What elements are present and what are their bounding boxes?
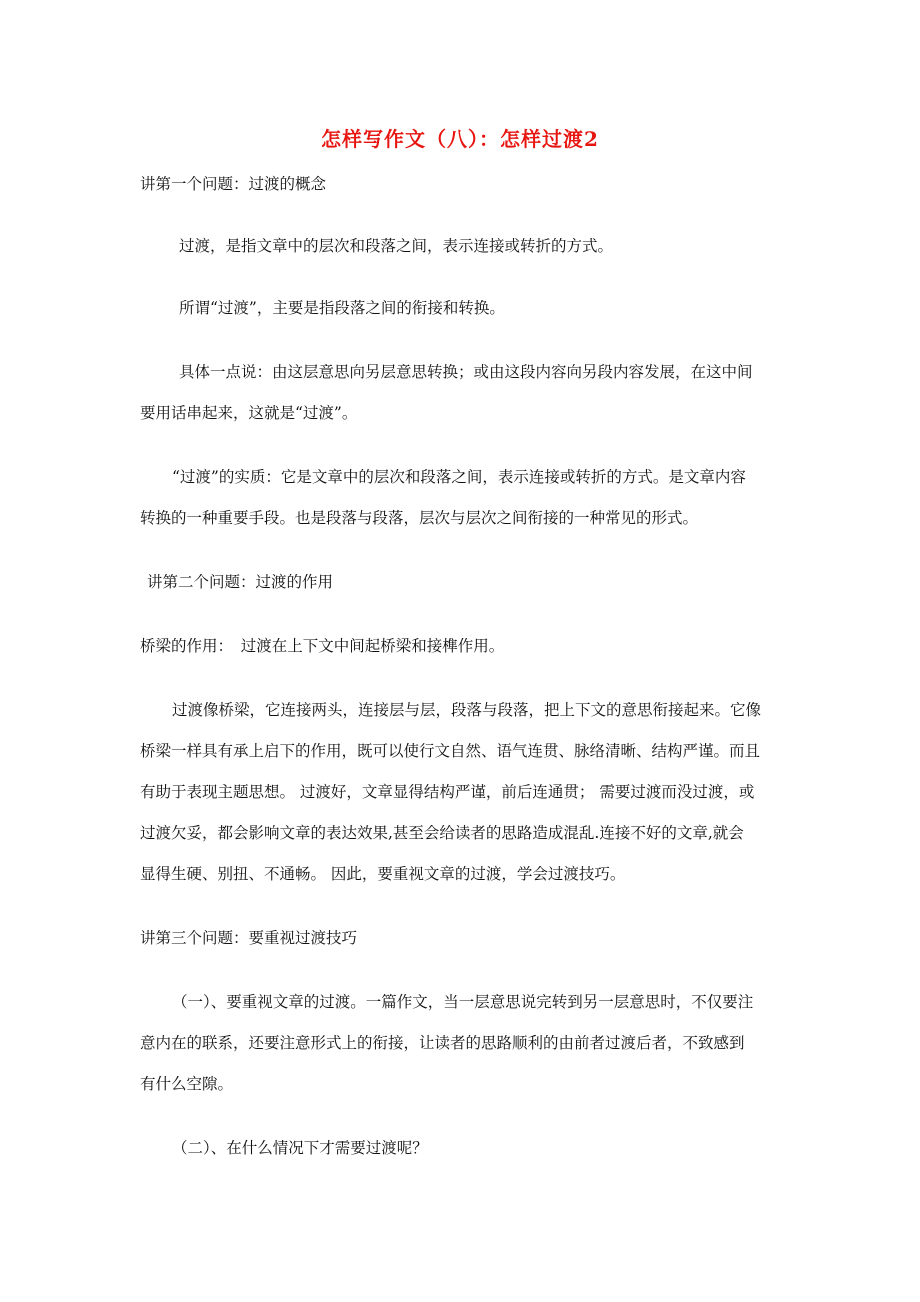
section-heading-3: 讲第三个问题：要重视过渡技巧 [140, 929, 358, 947]
paragraph-2: 所谓“过渡”，主要是指段落之间的衔接和转换。 [179, 299, 505, 317]
paragraph-5: 桥梁的作用： 过渡在上下文中间起桥梁和接榫作用。 [140, 637, 505, 655]
paragraph-3-line: 具体一点说：由这层意思向另层意思转换；或由这段内容向另段内容发展，在这中间 [179, 363, 753, 381]
paragraph-3-line: 要用话串起来，这就是“过渡”。 [140, 404, 358, 422]
paragraph-7-line: 意内在的联系，还要注意形式上的衔接，让读者的思路顺利的由前者过渡后者，不致感到 [140, 1034, 745, 1052]
section-heading-1: 讲第一个问题：过渡的概念 [140, 175, 327, 193]
paragraph-6-line: 有助于表现主题思想。 过渡好，文章显得结构严谨，前后连通贯； 需要过渡而没过渡，或 [140, 783, 755, 801]
paragraph-4-line: “过渡”的实质：它是文章中的层次和段落之间，表示连接或转折的方式。是文章内容 [172, 468, 746, 486]
paragraph-8: （二）、在什么情况下才需要过渡呢？ [172, 1139, 428, 1157]
paragraph-4-line: 转换的一种重要手段。也是段落与段落，层次与层次之间衔接的一种常见的形式。 [140, 509, 699, 527]
paragraph-1: 过渡，是指文章中的层次和段落之间，表示连接或转折的方式。 [179, 237, 614, 255]
paragraph-7-line: （一）、要重视文章的过渡。一篇作文，当一层意思说完转到另一层意思时，不仅要注 [172, 993, 754, 1011]
paragraph-6-line: 显得生硬、别扭、不通畅。 因此，要重视文章的过渡，学会过渡技巧。 [140, 865, 626, 883]
paragraph-6-line: 过渡像桥梁，它连接两头，连接层与层，段落与段落，把上下文的意思衔接起来。它像 [172, 701, 762, 719]
document-title: 怎样写作文（八）：怎样过渡2 [321, 127, 599, 151]
paragraph-6-line: 过渡欠妥，都会影响文章的表达效果,甚至会给读者的思路造成混乱.连接不好的文章,就会 [140, 824, 744, 842]
paragraph-6-line: 桥梁一样具有承上启下的作用，既可以使行文自然、语气连贯、脉络清晰、结构严谨。而且 [140, 742, 761, 760]
section-heading-2: 讲第二个问题：过渡的作用 [147, 573, 334, 591]
paragraph-7-line: 有什么空隙。 [140, 1075, 234, 1093]
